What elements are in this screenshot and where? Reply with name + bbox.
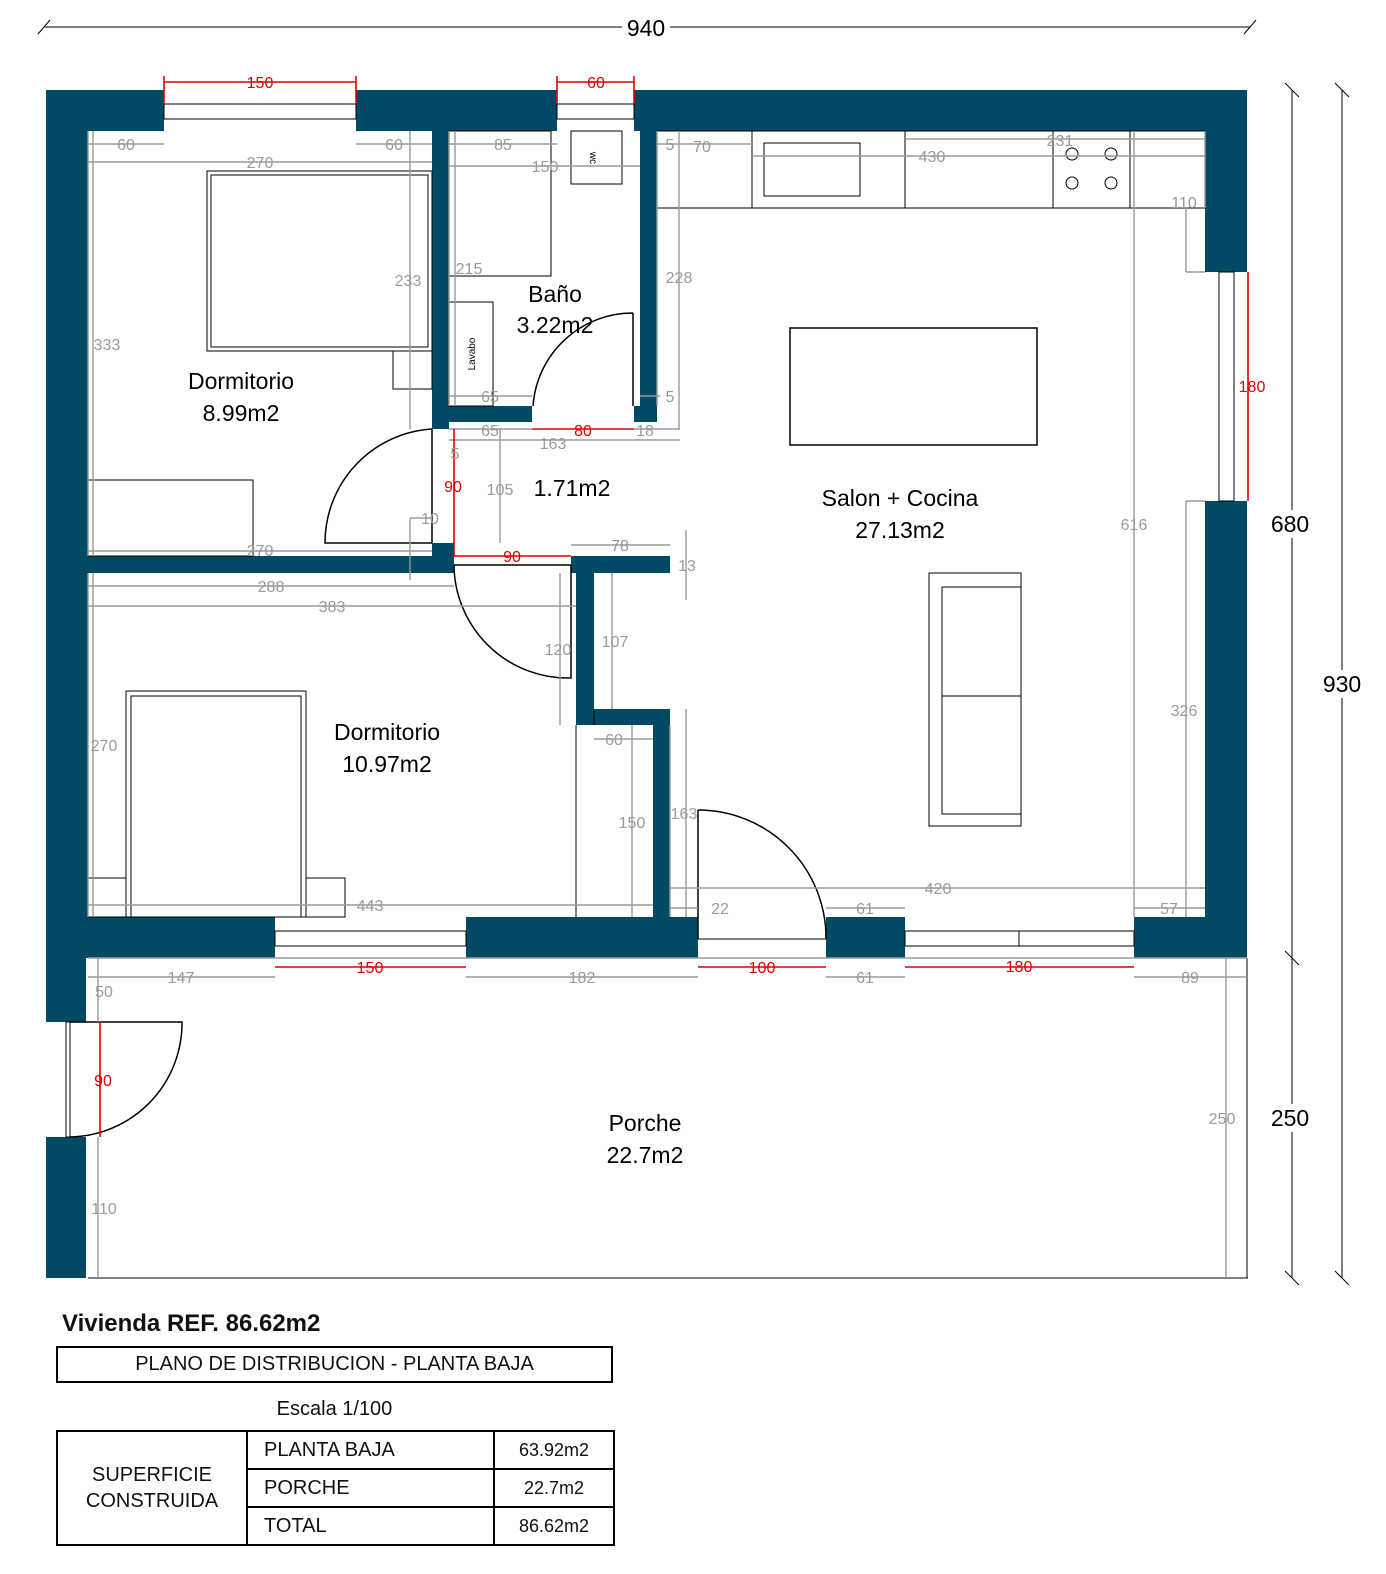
dim-label: 5 (665, 137, 675, 154)
dim-label: 182 (568, 970, 596, 987)
room-porche-area: 22.7m2 (606, 1142, 684, 1168)
dim-label: 228 (665, 270, 693, 287)
dim-label: 61 (856, 970, 874, 987)
room-salon-area: 27.13m2 (855, 517, 945, 543)
dim-label: 65 (481, 423, 499, 440)
dim-label: 270 (90, 738, 118, 755)
dim-label: 50 (95, 984, 113, 1001)
dim-label: 10 (421, 511, 439, 528)
dim-label: 430 (918, 149, 946, 166)
surface-header: SUPERFICIE CONSTRUIDA (57, 1431, 247, 1545)
dimension-lines (88, 131, 1247, 1278)
dim-label: 110 (1171, 195, 1197, 212)
dim-label: 89 (1181, 970, 1199, 987)
win-salon-s-label: 180 (1005, 959, 1033, 976)
porch-height-label: 250 (1270, 1105, 1310, 1131)
dim-label: 231 (1046, 133, 1074, 150)
dim-label: 60 (385, 137, 403, 154)
door-bano-label: 80 (574, 423, 592, 440)
dim-label: 250 (1208, 1111, 1236, 1128)
room-bano-name: Baño (528, 281, 582, 307)
row-value: 22.7m2 (494, 1469, 614, 1507)
win-dorm2-label: 150 (356, 960, 384, 977)
dim-label: 383 (318, 599, 346, 616)
dim-label: 65 (481, 389, 499, 406)
sofa (929, 573, 1021, 826)
room-bano-area: 3.22m2 (516, 312, 594, 338)
dim-label: 233 (394, 273, 422, 290)
dim-label: 85 (494, 137, 512, 154)
plan-label-box (56, 1346, 613, 1383)
overall-height-dimensions (1266, 83, 1366, 1285)
door-porch-label: 90 (94, 1073, 112, 1090)
win-dorm1-label: 150 (246, 75, 274, 92)
windows (164, 104, 1234, 946)
dimension-labels (91, 133, 1236, 1218)
room-dorm2-name: Dormitorio (333, 719, 441, 745)
width-label: 940 (626, 15, 666, 41)
dim-label: 147 (167, 970, 195, 987)
wc-label: wc (587, 151, 598, 165)
row-label: PORCHE (247, 1469, 494, 1507)
room-dorm2-area: 10.97m2 (342, 751, 432, 777)
row-value: 86.62m2 (494, 1507, 614, 1545)
dim-label: 18 (636, 423, 654, 440)
plan-title: Vivienda REF. 86.62m2 (62, 1310, 321, 1337)
lavabo-label: Lavabo (467, 337, 478, 371)
win-salon-e-label: 180 (1238, 379, 1266, 396)
door-dorm2-label: 90 (503, 549, 521, 566)
win-bano-label: 60 (587, 75, 605, 92)
dim-label: 5 (665, 389, 675, 406)
dim-label: 215 (455, 261, 483, 278)
dim-label: 163 (670, 806, 698, 823)
dim-label: 60 (117, 137, 135, 154)
dim-label: 288 (257, 579, 285, 596)
dim-label: 120 (544, 642, 572, 659)
surface-table (56, 1430, 615, 1546)
dim-label: 616 (1120, 517, 1148, 534)
dim-label: 163 (539, 436, 567, 453)
dim-label: 110 (91, 1201, 117, 1218)
dim-label: 333 (93, 337, 121, 354)
dim-label: 105 (486, 482, 514, 499)
dim-label: 420 (924, 881, 952, 898)
total-height-label: 930 (1322, 671, 1362, 697)
dim-label: 61 (856, 901, 874, 918)
dim-label: 70 (693, 139, 711, 156)
row-label: TOTAL (247, 1507, 494, 1545)
dim-label: 5 (450, 446, 460, 463)
door-main-label: 100 (748, 960, 776, 977)
dim-label: 57 (1160, 901, 1178, 918)
room-dorm1-name: Dormitorio (187, 368, 295, 394)
dim-label: 22 (711, 901, 729, 918)
table-row (57, 1431, 614, 1469)
dim-label: 150 (618, 815, 646, 832)
dim-label: 13 (678, 558, 696, 575)
room-salon-name: Salon + Cocina (821, 485, 979, 511)
dim-label: 107 (601, 634, 629, 651)
doors (66, 313, 826, 1137)
dim-label: 60 (605, 732, 623, 749)
dim-label: 270 (246, 155, 274, 172)
dim-label: 150 (531, 159, 559, 176)
room-porche-name: Porche (608, 1110, 682, 1136)
dim-label: 270 (246, 543, 274, 560)
overall-width-dimension (38, 15, 1256, 41)
scale-label: Escala 1/100 (276, 1398, 393, 1420)
sink (764, 143, 860, 196)
row-value: 63.92m2 (494, 1431, 614, 1469)
door-hall-label: 90 (444, 479, 462, 496)
dim-label: 78 (611, 538, 629, 555)
room-dorm1-area: 8.99m2 (202, 400, 280, 426)
walls (46, 90, 1247, 1278)
room-hall-area: 1.71m2 (533, 475, 611, 501)
dim-label: 443 (356, 898, 384, 915)
dining-table (790, 328, 1037, 445)
dim-label: 326 (1170, 703, 1198, 720)
plan-label: PLANO DE DISTRIBUCION - PLANTA BAJA (135, 1353, 534, 1375)
row-label: PLANTA BAJA (247, 1431, 494, 1469)
house-height-label: 680 (1270, 511, 1310, 537)
